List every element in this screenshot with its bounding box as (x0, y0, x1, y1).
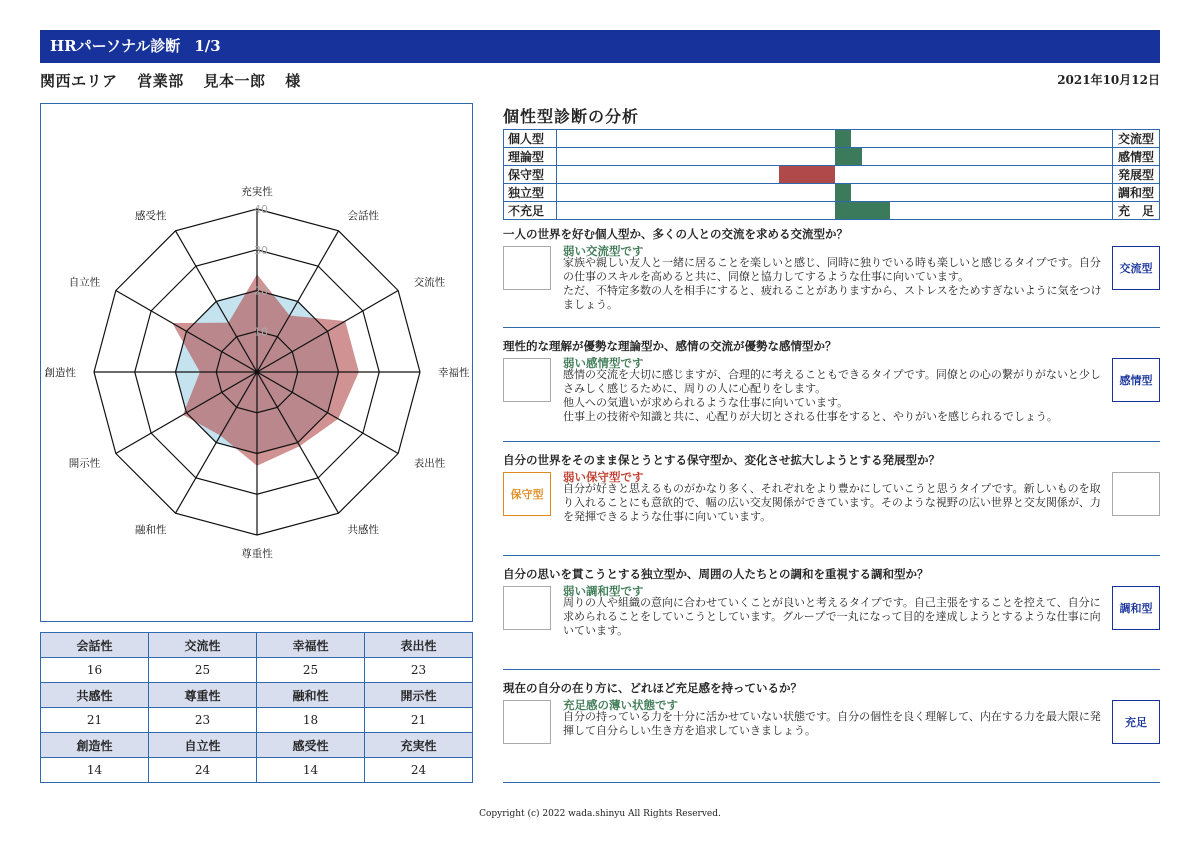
score-header-row (41, 683, 473, 708)
type-balance-table (503, 129, 1160, 220)
left-type-box (503, 358, 551, 402)
page-number: 1/3 (194, 37, 221, 55)
section-description: 自分の持っている力を十分に活かせていない状態です。自分の個性を良く理解して、内在する力を最大限に発揮して自分らしい生き方を追求していきましょう。 (563, 710, 1101, 737)
type-left-label: 保守型 (504, 166, 557, 184)
radar-axis-label: 共感性 (347, 523, 379, 536)
radar-chart (41, 104, 472, 621)
type-right-label: 発展型 (1113, 166, 1160, 184)
type-right-label: 感情型 (1113, 148, 1160, 166)
radar-tick-label: 40 (254, 203, 268, 216)
type-right-label: 調和型 (1113, 184, 1160, 202)
subject-area: 関西エリア (40, 72, 118, 90)
score-value-row (41, 708, 473, 733)
right-type-box (1112, 472, 1160, 516)
left-type-box: 保守型 (503, 472, 551, 516)
subject-line (40, 70, 315, 91)
score-header: 融和性 (257, 683, 365, 708)
right-type-box: 感情型 (1112, 358, 1160, 402)
analysis-section (503, 452, 1160, 556)
section-type-name: 弱い感情型です (563, 356, 644, 370)
radar-axis-label: 幸福性 (438, 367, 470, 379)
type-left-label: 理論型 (504, 148, 557, 166)
section-type-name: 弱い調和型です (563, 584, 644, 598)
type-bar-cell (557, 148, 1113, 166)
score-header: 幸福性 (257, 633, 365, 658)
section-description: 周りの人や組織の意向に合わせていくことが良いと考えるタイプです。自己主張をすることを控えて、自分に求められることをしていこうとしています。グループで一丸になって目的を達成しようとするような仕事に向いています。 (563, 596, 1101, 637)
right-type-box: 交流型 (1112, 246, 1160, 290)
score-value: 24 (149, 758, 257, 783)
score-value: 16 (41, 658, 149, 683)
type-left-label: 独立型 (504, 184, 557, 202)
score-header: 開示性 (365, 683, 473, 708)
radar-axis-label: 開示性 (68, 457, 101, 470)
section-type-name: 弱い保守型です (563, 470, 644, 484)
type-bar (835, 148, 863, 165)
score-header-row (41, 733, 473, 758)
type-left-label: 不充足 (504, 202, 557, 220)
section-type-name: 弱い交流型です (563, 244, 644, 258)
report-header (40, 30, 1160, 63)
left-type-box (503, 586, 551, 630)
section-description: 感情の交流を大切に感じますが、合理的に考えることもできるタイプです。同僚との心の繋がりがないと少しさみしく感じるために、周りの人に心配りをします。 他人への気遣いが求められるような仕事に向いています。 仕事上の技術や知識と共に、心配りが大切とされる仕事をすると、やりがいを感じられるでしょう。 (563, 368, 1101, 423)
type-right-label: 充 足 (1113, 202, 1160, 220)
radar-axis-label: 創造性 (44, 367, 76, 379)
type-row (504, 202, 1160, 220)
radar-tick-label: 20 (254, 284, 268, 298)
section-question: 一人の世界を好む個人型か、多くの人との交流を求める交流型か？ (503, 227, 848, 241)
score-header: 表出性 (365, 633, 473, 658)
score-value: 24 (365, 758, 473, 783)
type-bar-cell (557, 166, 1113, 184)
type-row (504, 184, 1160, 202)
score-value: 23 (149, 708, 257, 733)
score-header: 創造性 (41, 733, 149, 758)
type-bar (835, 130, 852, 147)
score-value: 14 (257, 758, 365, 783)
score-header: 尊重性 (149, 683, 257, 708)
radar-axis-label: 充実性 (241, 186, 273, 198)
section-question: 自分の思いを貫こうとする独立型か、周囲の人たちとの調和を重視する調和型か？ (503, 567, 929, 581)
score-value: 25 (257, 658, 365, 683)
type-bar (779, 166, 835, 183)
copyright: Copyright (c) 2022 wada.shinyu All Rights Reserved. (479, 809, 721, 819)
analysis-section (503, 680, 1160, 783)
score-table (40, 632, 473, 783)
radar-axis-label: 感受性 (135, 210, 167, 223)
type-bar-cell (557, 184, 1113, 202)
type-bar (835, 184, 852, 201)
radar-axis-label: 自立性 (68, 276, 101, 289)
section-question: 自分の世界をそのまま保とうとする保守型か、変化させ拡大しようとする発展型か？ (503, 453, 940, 467)
section-description: 自分が好きと思えるものがかなり多く、それぞれをより豊かにしていこうと思うタイプです。新しいものを取り入れることにも意欲的で、幅の広い交友関係ができています。そのような視野の広い世界と交友関係が、力を発揮できるような仕事に向いています。 (563, 482, 1101, 523)
radar-chart-panel (40, 103, 473, 622)
section-question: 現在の自分の在り方に、どれほど充足感を持っているか？ (503, 681, 802, 695)
score-value: 14 (41, 758, 149, 783)
score-value: 21 (365, 708, 473, 733)
radar-series-main (172, 274, 359, 466)
score-header: 感受性 (257, 733, 365, 758)
score-header: 会話性 (41, 633, 149, 658)
score-header: 充実性 (365, 733, 473, 758)
score-value: 18 (257, 708, 365, 733)
radar-axis-label: 表出性 (413, 457, 446, 470)
score-value-row (41, 658, 473, 683)
type-bar-cell (557, 130, 1113, 148)
report-date: 2021年10月12日 (1057, 73, 1160, 87)
score-value: 21 (41, 708, 149, 733)
radar-axis-label: 交流性 (413, 276, 446, 289)
score-header-row (41, 633, 473, 658)
section-description: 家族や親しい友人と一緒に居ることを楽しいと感じ、同時に独りでいる時も楽しいと感じるタイプです。自分の仕事のスキルを高めると共に、同僚と協力してするような仕事に向いています。 ただ、不特定多数の人を相手にすると、疲れることがありますから、ストレスをためすぎないように気をつけましょう。 (563, 256, 1102, 311)
subject-dept: 営業部 (137, 72, 184, 90)
type-bar-cell (557, 202, 1113, 220)
radar-axis-label: 会話性 (347, 210, 379, 223)
subject-honorific: 様 (285, 72, 301, 90)
left-type-box (503, 700, 551, 744)
radar-axis-label: 融和性 (135, 523, 167, 536)
radar-tick-label: 30 (254, 243, 268, 257)
left-type-box (503, 246, 551, 290)
score-header: 交流性 (149, 633, 257, 658)
score-value: 23 (365, 658, 473, 683)
score-header: 自立性 (149, 733, 257, 758)
type-bar (835, 202, 891, 219)
type-left-label: 個人型 (504, 130, 557, 148)
report-title: HRパーソナル診断 (50, 37, 181, 55)
analysis-section (503, 566, 1160, 670)
section-type-name: 充足感の薄い状態です (563, 698, 678, 712)
score-header: 共感性 (41, 683, 149, 708)
type-row (504, 130, 1160, 148)
radar-tick-label: 10 (254, 325, 268, 339)
type-right-label: 交流型 (1113, 130, 1160, 148)
right-type-box: 充足 (1112, 700, 1160, 744)
analysis-section (503, 226, 1160, 328)
right-type-box: 調和型 (1112, 586, 1160, 630)
subject-name: 見本一郎 (203, 72, 266, 90)
analysis-section (503, 338, 1160, 442)
section-question: 理性的な理解が優勢な理論型か、感情の交流が優勢な感情型か？ (503, 339, 837, 353)
score-value: 25 (149, 658, 257, 683)
analysis-title: 個性型診断の分析 (503, 107, 640, 126)
type-row (504, 148, 1160, 166)
score-value-row (41, 758, 473, 783)
type-row (504, 166, 1160, 184)
radar-axis-label: 尊重性 (241, 548, 273, 560)
